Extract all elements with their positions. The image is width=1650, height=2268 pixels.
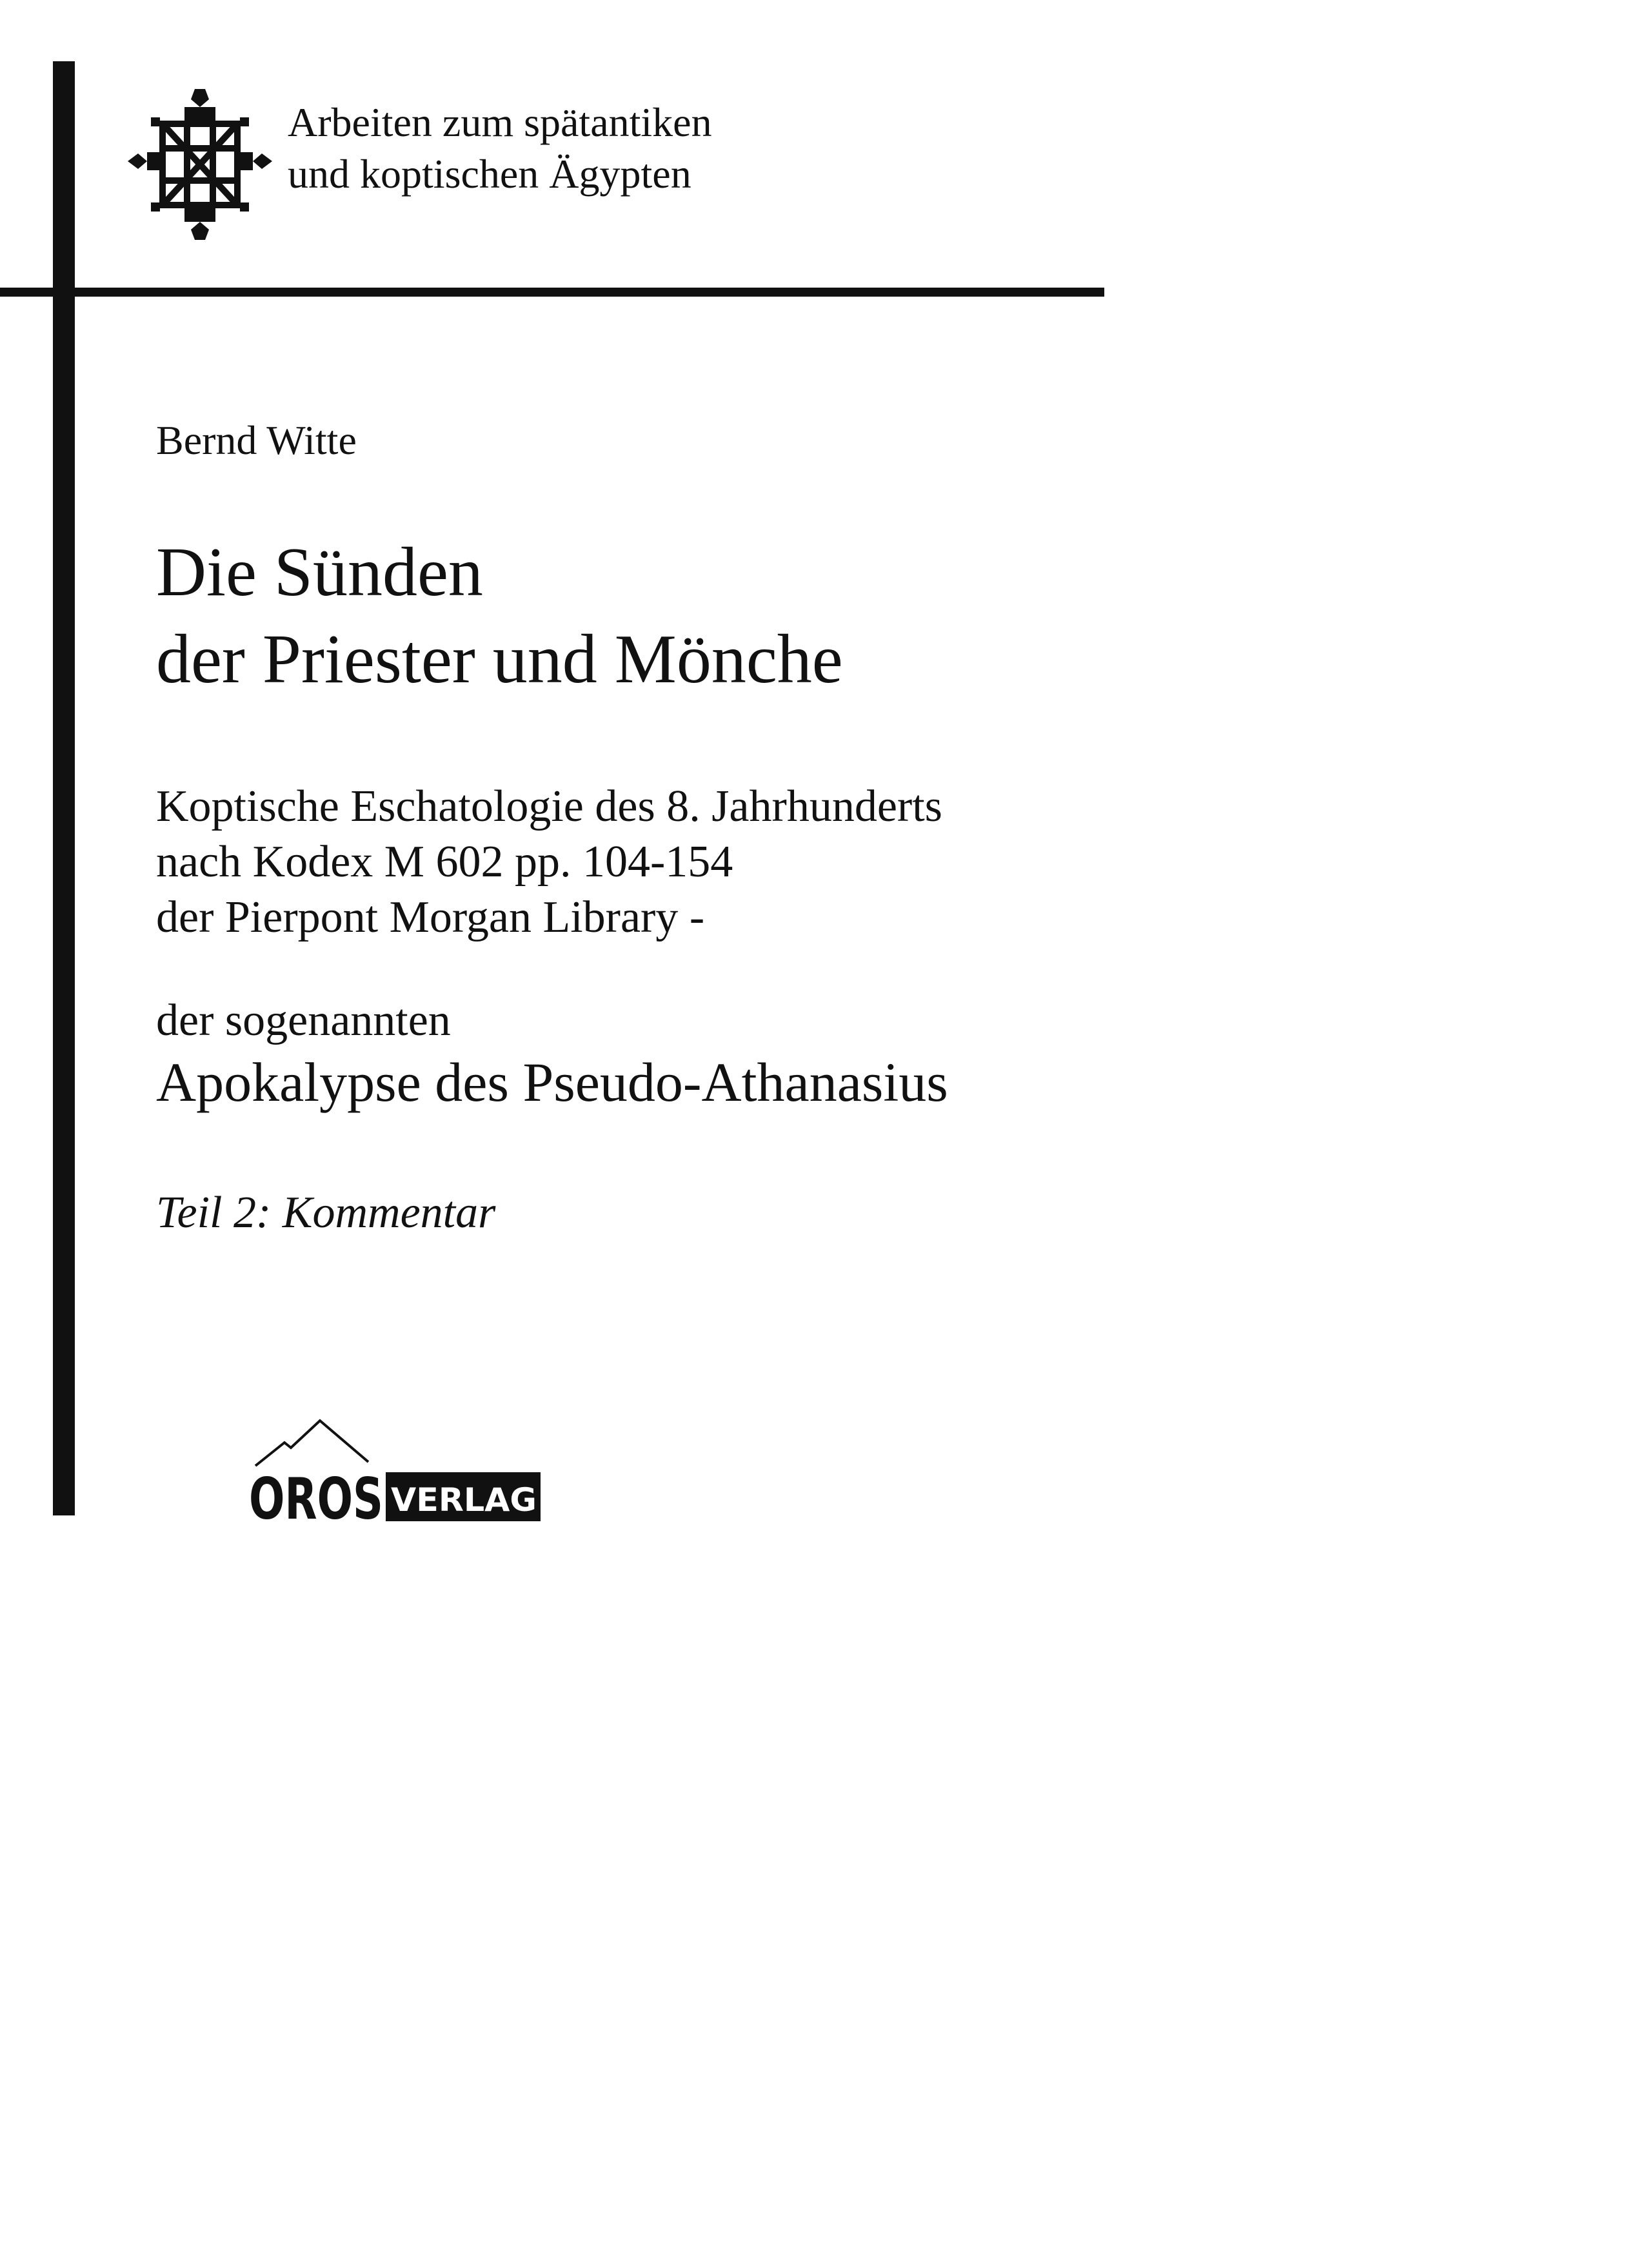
oros-verlag-logo-icon [249,1415,552,1528]
book-title-line-2: der Priester und Mönche [156,621,843,698]
book-title-line-1: Die Sünden [156,534,483,611]
coptic-cross-emblem-icon [123,84,277,245]
book-subtitle [156,779,942,945]
book-title [156,529,843,703]
work-name: Apokalypse des Pseudo-Athanasius [156,1051,948,1113]
work-intro: der sogenannten [156,996,451,1045]
series-title [288,97,712,200]
series-title-line-1: Arbeiten zum spätantiken [288,99,712,145]
horizontal-rule [0,288,1104,297]
volume-part: Teil 2: Kommentar [156,1188,496,1238]
publisher-name-verlag: VERLAG [391,1481,537,1519]
author-name: Bernd Witte [156,417,357,463]
publisher-name-oros: OROS [249,1466,383,1528]
book-subtitle-line-1: Koptische Eschatologie des 8. Jahrhunderts [156,782,942,831]
vertical-rule [53,61,75,1515]
series-title-line-2: und koptischen Ägypten [288,151,691,197]
book-subtitle-line-2: nach Kodex M 602 pp. 104-154 [156,837,733,887]
book-subtitle-line-3: der Pierpont Morgan Library - [156,892,705,942]
